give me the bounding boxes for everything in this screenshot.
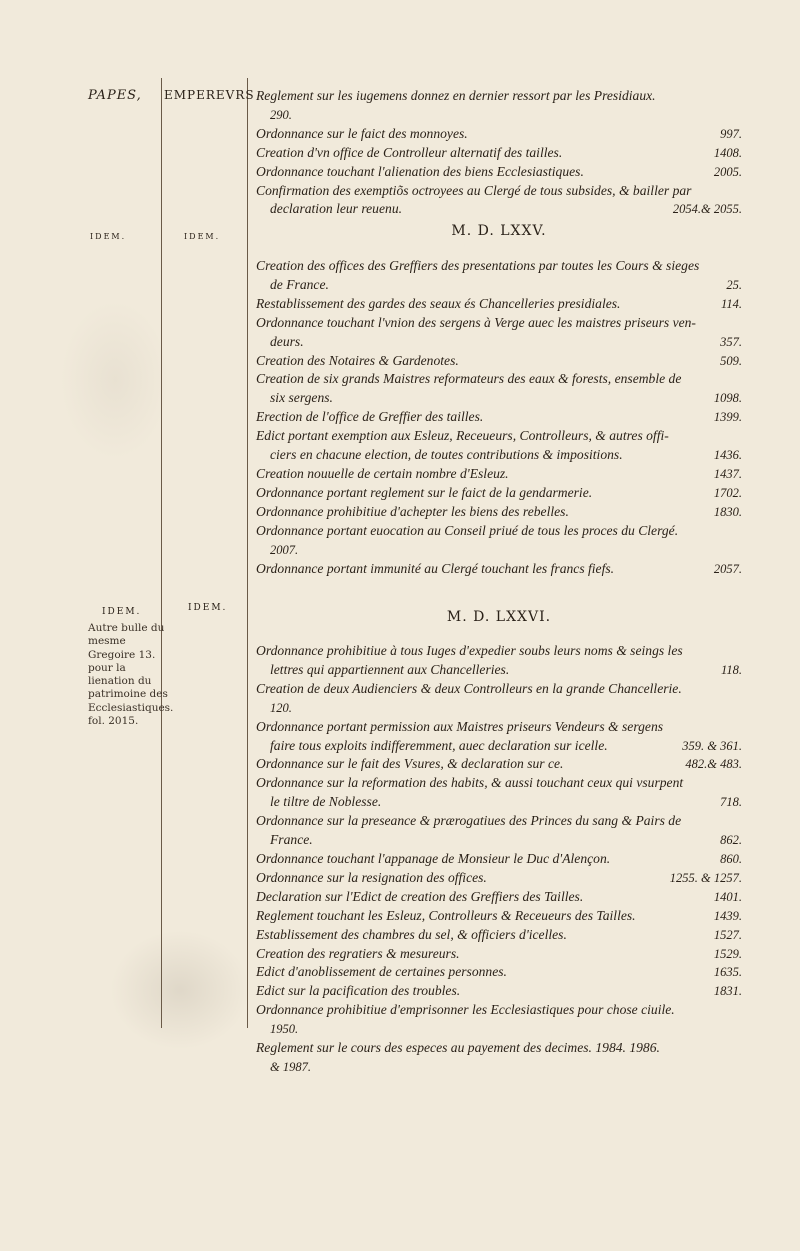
entry-page-number: 2007. (270, 542, 299, 557)
entry-page-number: 118. (721, 662, 742, 677)
entry-text: Creation des offices des Greffiers des presentations par toutes les Cours & sieges (256, 258, 700, 273)
entry-continuation-text: de France. (270, 276, 329, 292)
index-entry (256, 182, 742, 220)
index-entry (256, 888, 742, 907)
entry-page-number: 1950. (270, 1022, 299, 1037)
entry-continuation (256, 793, 742, 812)
entry-continuation-text: deurs. (270, 333, 304, 349)
index-entry (256, 503, 742, 522)
index-entry (256, 352, 742, 371)
entry-text: Ordonnance sur la resignation des offices. (256, 869, 487, 885)
entry-page-number: 1439. (713, 908, 742, 923)
entry-page-number: 482.& 483. (685, 757, 742, 772)
index-entry (256, 125, 742, 144)
entry-text: Ordonnance prohibitiue à tous Iuges d'expedier soubs leurs noms & seings les (256, 643, 683, 658)
index-entry (256, 1001, 742, 1039)
entry-text: Ordonnance sur la reformation des habits, & aussi touchant ceux qui vsurpent (256, 775, 684, 791)
entry-text: Declaration sur l'Edict de creation des Greffiers des Tailles. (256, 888, 584, 904)
entry-page-number: 357. (720, 334, 742, 349)
index-entry (256, 522, 742, 560)
entry-text: Creation de six grands Maistres reformateurs des eaux & forests, ensemble de (256, 371, 682, 387)
index-entry (256, 982, 742, 1001)
entry-text: Ordonnance touchant l'alienation des biens Ecclesiastiques. (256, 163, 584, 179)
entries-block-2 (256, 257, 742, 578)
entry-text: Creation des regratiers & mesureurs. (256, 945, 460, 961)
year-heading-1575: M. D. LXXV. (451, 223, 547, 239)
entry-text: Ordonnance prohibitiue d'emprisonner les Ecclesiastiques pour chose ciuile. (256, 1002, 675, 1018)
entry-page-number: 1255. & 1257. (669, 870, 742, 885)
entry-page-number: 1098. (713, 391, 742, 406)
entry-continuation (256, 831, 742, 850)
entry-page-number: 1635. (713, 965, 742, 980)
index-entry (256, 850, 742, 869)
entry-page-number: 860. (720, 851, 742, 866)
entry-continuation-text: declaration leur reuenu. (270, 201, 403, 217)
entry-page-number: 2054.& 2055. (672, 202, 742, 217)
index-entry (256, 408, 742, 427)
index-entry (256, 642, 742, 680)
year-heading-1576: M. D. LXXVI. (446, 609, 552, 625)
entry-text: Establissement des chambres du sel, & officiers d'icelles. (256, 926, 567, 942)
entry-continuation-text: France. (270, 832, 313, 848)
entry-text: Ordonnance sur le faict des monnoyes. (256, 125, 468, 141)
entry-continuation-text: ciers en chacune election, de toutes contributions & impositions. (270, 447, 623, 463)
index-entry (256, 163, 742, 182)
entry-page-number: 2005. (713, 164, 742, 179)
column-rule (161, 78, 162, 1028)
entry-continuation-text: six sergens. (270, 390, 333, 406)
entry-continuation-text: le tiltre de Noblesse. (270, 794, 382, 810)
entry-page-number: 1436. (713, 448, 742, 463)
entry-text: Edict portant exemption aux Esleuz, Receueurs, Controlleurs, & autres offi- (256, 428, 669, 444)
entry-page-number: 718. (720, 795, 742, 810)
index-entry (256, 718, 742, 756)
entry-text: Erection de l'office de Greffier des tailles. (256, 409, 484, 425)
index-entry (256, 314, 742, 352)
entry-text: Ordonnance sur la preseance & prærogatiues des Princes du sang & Pairs de (256, 813, 682, 829)
entry-text: Creation des Notaires & Gardenotes. (256, 352, 459, 368)
idem-papes-2: IDEM. (102, 607, 142, 617)
entry-text: Ordonnance touchant l'vnion des sergens à Verge auec les maistres priseurs ven- (256, 314, 696, 330)
index-entry (256, 755, 742, 774)
index-entry (256, 907, 742, 926)
entry-text: Ordonnance sur le fait des Vsures, & declaration sur ce. (256, 756, 564, 772)
entry-page-number: 1702. (713, 485, 742, 500)
index-entry (256, 295, 742, 314)
column-rule (247, 78, 248, 1028)
index-entry (256, 945, 742, 964)
paper-stain (110, 930, 250, 1050)
index-entry (256, 869, 742, 888)
index-entry (256, 465, 742, 484)
entry-text: Restablissement des gardes des seaux és Chancelleries presidiales. (256, 295, 621, 311)
idem-empereurs-1: IDEM. (184, 232, 221, 241)
entry-page-number: 1401. (713, 889, 742, 904)
entry-continuation (256, 333, 742, 352)
index-entry (256, 370, 742, 408)
entry-continuation (256, 446, 742, 465)
entry-text: Reglement touchant les Esleuz, Controlleurs & Receueurs des Tailles. (256, 907, 636, 923)
index-entry (256, 144, 742, 163)
margin-note: Autre bulle du mesme Gregoire 13. pour la lienation du patrimoine des Ecclesiastiques. fol. 2015. (88, 622, 174, 728)
entry-text: Edict d'anoblissement de certaines personnes. (256, 964, 507, 980)
entry-continuation (256, 200, 742, 219)
entry-text: Ordonnance portant permission aux Maistres priseurs Vendeurs & sergens (256, 718, 664, 734)
entry-continuation (256, 389, 742, 408)
entry-text: Ordonnance portant euocation au Conseil priué de tous les proces du Clergé. (256, 522, 679, 538)
index-entry (256, 963, 742, 982)
entry-continuation (256, 276, 742, 295)
entries-block-3 (256, 642, 742, 1077)
idem-papes-1: IDEM. (90, 232, 127, 241)
entry-page-number: 1830. (713, 504, 742, 519)
index-entry (256, 427, 742, 465)
entry-page-number: 2057. (713, 561, 742, 576)
entry-text: Ordonnance portant reglement sur le faict de la gendarmerie. (256, 484, 593, 500)
entry-page-number: 290. (270, 107, 292, 122)
entry-page-number: & 1987. (270, 1059, 311, 1074)
entry-text: Ordonnance touchant l'appanage de Monsieur le Duc d'Alençon. (256, 850, 611, 866)
entry-page-number: 25. (726, 277, 742, 292)
entry-page-number: 1529. (713, 946, 742, 961)
entry-text: Creation d'vn office de Controlleur alternatif des tailles. (256, 144, 563, 160)
index-entry (256, 484, 742, 503)
index-entry (256, 926, 742, 945)
index-entry (256, 1039, 742, 1077)
idem-empereurs-2: IDEM. (188, 603, 228, 613)
header-papes: PAPES, (88, 88, 142, 103)
header-empereurs: EMPEREVRS (164, 88, 255, 102)
entry-continuation-text: faire tous exploits indifferemment, auec declaration sur icelle. (270, 737, 608, 753)
entry-page-number: 120. (270, 700, 292, 715)
entry-page-number: 1408. (713, 145, 742, 160)
index-entry (256, 560, 742, 579)
entry-page-number: 997. (720, 126, 742, 141)
entry-text: Ordonnance portant immunité au Clergé touchant les francs fiefs. (256, 560, 615, 576)
entry-page-number: 509. (720, 353, 742, 368)
entry-text: Creation nouuelle de certain nombre d'Esleuz. (256, 465, 509, 481)
entry-continuation (256, 661, 742, 680)
entry-text: Reglement sur les iugemens donnez en dernier ressort par les Presidiaux. (256, 88, 656, 103)
entry-page-number: 1437. (713, 466, 742, 481)
index-entry (256, 774, 742, 812)
paper-stain (60, 300, 170, 460)
entry-text: Confirmation des exemptiõs octroyees au Clergé de tous subsides, & bailler par (256, 182, 692, 198)
entry-page-number: 862. (720, 833, 742, 848)
index-entry (256, 680, 742, 718)
entry-text: Reglement sur le cours des especes au payement des decimes. 1984. 1986. (256, 1040, 660, 1056)
index-entry (256, 812, 742, 850)
entry-text: Creation de deux Audienciers & deux Controlleurs en la grande Chancellerie. (256, 680, 682, 696)
entry-page-number: 114. (721, 296, 742, 311)
index-entry (256, 87, 742, 125)
entry-continuation (256, 737, 742, 756)
entry-page-number: 1831. (713, 984, 742, 999)
entry-page-number: 1399. (713, 410, 742, 425)
entries-block-1 (256, 87, 742, 219)
entry-page-number: 359. & 361. (682, 738, 742, 753)
index-entry (256, 257, 742, 295)
entry-page-number: 1527. (713, 927, 742, 942)
entry-text: Edict sur la pacification des troubles. (256, 983, 461, 999)
entry-continuation-text: lettres qui appartiennent aux Chancelleries. (270, 661, 510, 677)
entry-text: Ordonnance prohibitiue d'achepter les biens des rebelles. (256, 503, 569, 519)
